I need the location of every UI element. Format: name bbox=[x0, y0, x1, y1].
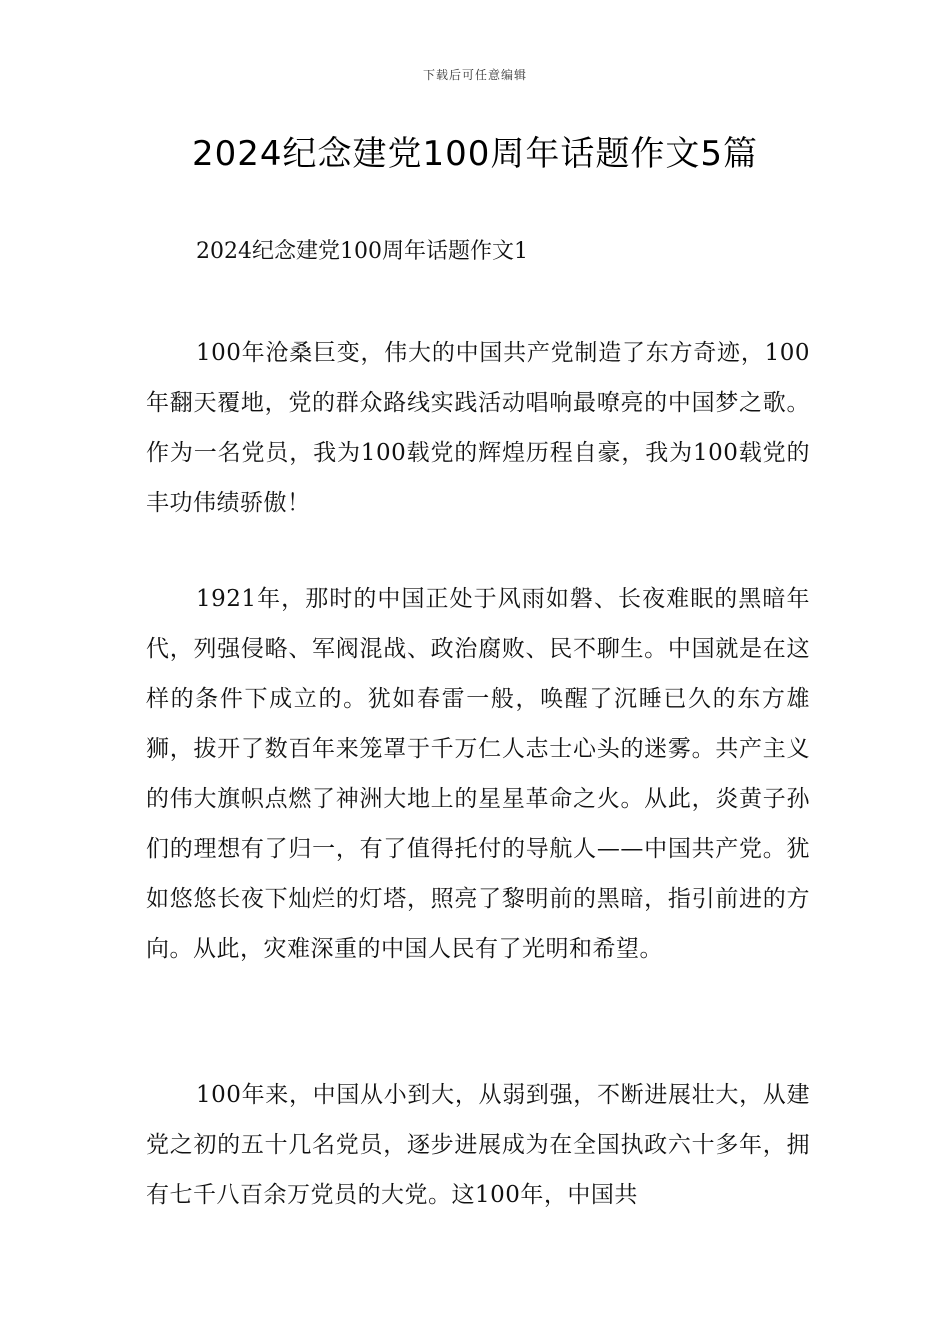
body-paragraph-1: 100年沧桑巨变，伟大的中国共产党制造了东方奇迹，100年翻天覆地，党的群众路线实践活动唱响最嘹亮的中国梦之歌。作为一名党员，我为100载党的辉煌历程自豪，我为100载党的丰功伟绩骄傲！ bbox=[146, 340, 810, 516]
body-paragraph-2: 1921年，那时的中国正处于风雨如磐、长夜难眠的黑暗年代，列强侵略、军阀混战、政治腐败、民不聊生。中国就是在这样的条件下成立的。犹如春雷一般，唤醒了沉睡已久的东方雄狮，拔开了数百年来笼罩于千万仁人志士心头的迷雾。共产主义的伟大旗帜点燃了神洲大地上的星星革命之火。从此，炎黄子孙们的理想有了归一，有了值得托付的导航人——中国共产党。犹如悠悠长夜下灿烂的灯塔，照亮了黎明前的黑暗，指引前进的方向。从此，灾难深重的中国人民有了光明和希望。 bbox=[146, 586, 810, 962]
header-note: 下载后可任意编辑 bbox=[422, 68, 527, 82]
body-paragraph-3: 100年来，中国从小到大，从弱到强，不断进展壮大，从建党之初的五十几名党员，逐步进展成为在全国执政六十多年，拥有七千八百余万党员的大党。这100年，中国共 bbox=[146, 1082, 810, 1208]
document-title: 2024纪念建党100周年话题作文5篇 bbox=[191, 134, 759, 174]
section-heading: 2024纪念建党100周年话题作文1 bbox=[196, 239, 528, 264]
